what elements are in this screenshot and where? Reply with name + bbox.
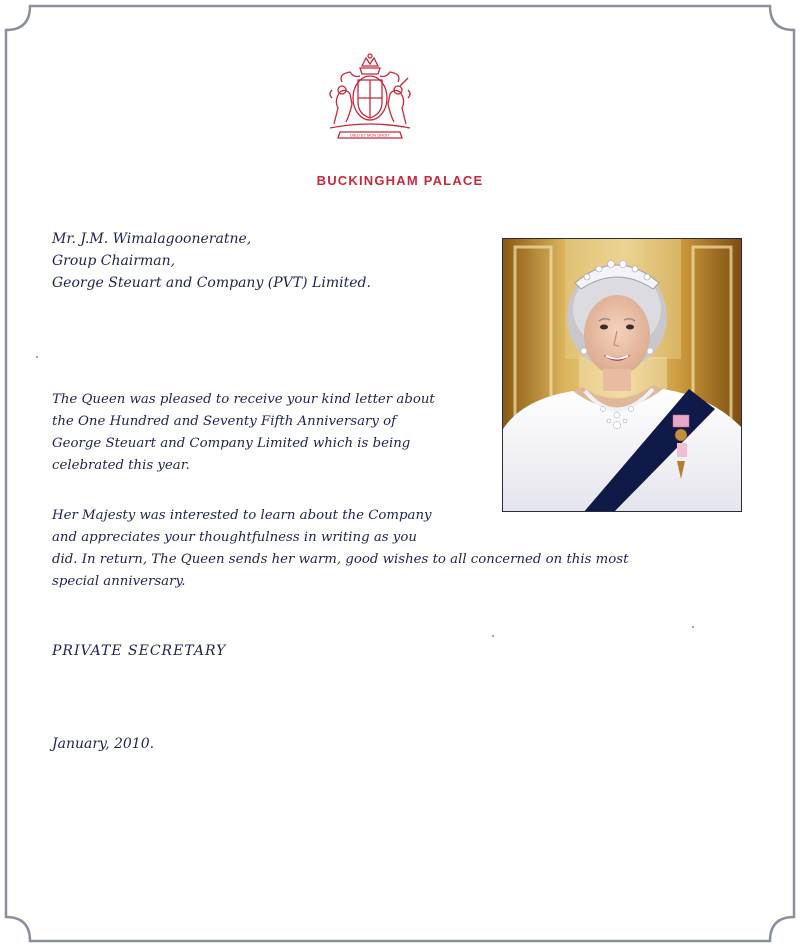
paragraph-line: special anniversary.	[52, 574, 186, 589]
recipient-block	[52, 228, 472, 294]
letter-date: January, 2010.	[52, 736, 155, 752]
scan-speck	[692, 626, 694, 628]
royal-coat-of-arms-icon	[320, 52, 420, 142]
queen-portrait-photo	[502, 238, 742, 512]
recipient-name: Mr. J.M. Wimalagooneratne,	[52, 231, 252, 247]
paragraph-line: did. In return, The Queen sends her warm, good wishes to all concerned on this most	[52, 552, 629, 567]
paragraph-line: the One Hundred and Seventy Fifth Anniversary of	[52, 414, 397, 429]
paragraph-line: George Steuart and Company Limited which is being	[52, 436, 411, 451]
paragraph-line: Her Majesty was interested to learn about the Company	[52, 508, 432, 523]
scan-speck	[36, 356, 38, 358]
recipient-company: George Steuart and Company (PVT) Limited.	[52, 275, 371, 291]
body-paragraph-1	[52, 389, 482, 477]
paragraph-line: celebrated this year.	[52, 458, 190, 473]
paragraph-line: and appreciates your thoughtfulness in writing as you	[52, 530, 417, 545]
signature-line: PRIVATE SECRETARY	[52, 643, 227, 659]
recipient-title: Group Chairman,	[52, 253, 176, 269]
body-paragraph-2	[52, 505, 692, 593]
svg-text:DIEU ET MON DROIT: DIEU ET MON DROIT	[350, 132, 390, 138]
paragraph-line: The Queen was pleased to receive your kind letter about	[52, 392, 435, 407]
letterhead-title: BUCKINGHAM PALACE	[316, 173, 484, 188]
scan-speck	[492, 635, 494, 637]
